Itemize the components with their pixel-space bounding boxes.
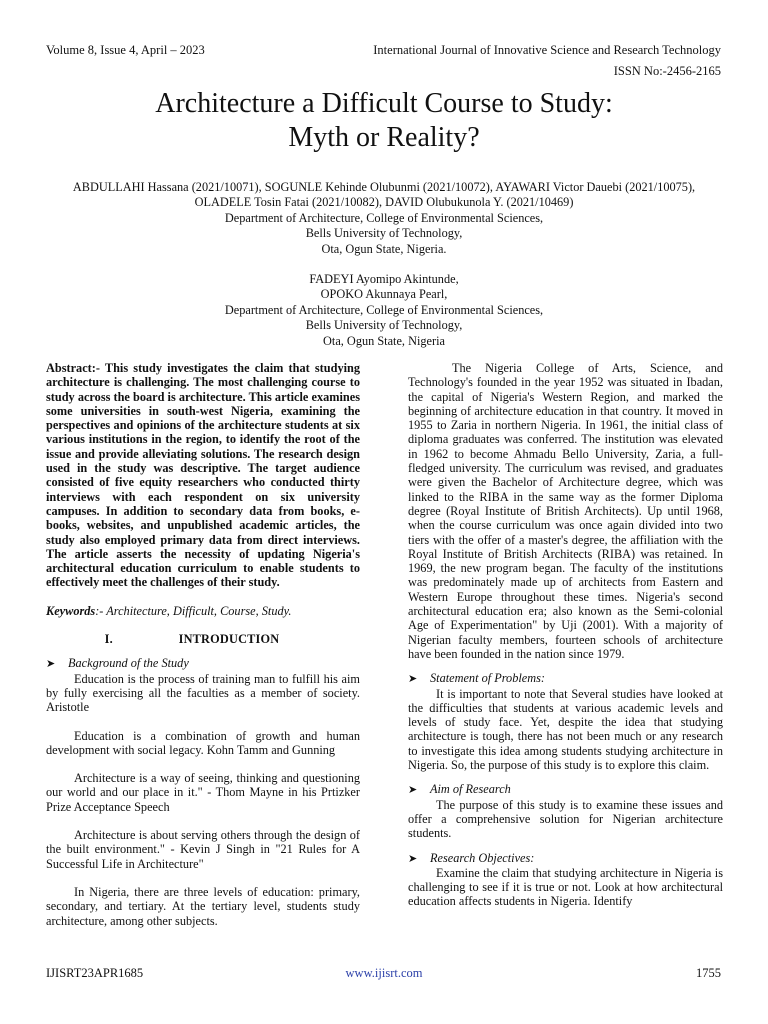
quote-singh: Architecture is about serving others through the design of the built environment." - Kevin J Singh in "21 Rules for A Successful Life in Architecture" (46, 828, 360, 871)
section-heading-introduction (46, 632, 360, 646)
abstract: Abstract:- This study investigates the claim that studying architecture is challenging. The most challenging course to study across the board is architecture. This article examines some universities in south-west Nigeria, examining the perspectives and opinions of the architecture students at six various institutions in the region, to identify the root of the issue and provide alleviating solutions. The research design used in the study was descriptive. The target audience consisted of five equity researchers who conducted thirty interviews with each respondent on six university campuses. In addition to secondary data from books, e-books, websites, and unpublished academic articles, the study also employed primary data from direct interviews. The article asserts the necessity of updating Nigeria's architectural education curriculum to enable students to effectively meet the challenges of their study. (46, 361, 360, 590)
affiliation-dept-2: Department of Architecture, College of Environmental Sciences, (224, 302, 544, 317)
header-issn: ISSN No:-2456-2165 (613, 64, 721, 78)
paragraph-levels: In Nigeria, there are three levels of education: primary, secondary, and tertiary. At the tertiary level, students study architecture, among other subjects. (46, 884, 360, 928)
title-line-2: Myth or Reality? (288, 122, 480, 153)
author-fadeyi: FADEYI Ayomipo Akintunde, (309, 272, 459, 287)
header-volume: Volume 8, Issue 4, April – 2023 (46, 43, 205, 57)
subheading-aim (408, 782, 723, 797)
subheading-problems (408, 671, 723, 686)
keywords-label: Keywords (46, 603, 96, 618)
affiliation-dept: Department of Architecture, College of Environmental Sciences, (224, 210, 544, 225)
subheading-problems-text: Statement of Problems: (430, 671, 545, 686)
keywords (46, 604, 360, 618)
arrow-bullet-icon: ➤ (408, 852, 418, 865)
paragraph-problems: It is important to note that Several studies have looked at the difficulties that students at various academic levels and levels of study face. Yet, despite the idea that studying architecture is tough, there has not been much or any research to investigate this idea among students studying architecture in Nigeria. So, the purpose of this study is to explore this claim. (408, 686, 723, 773)
quote-mayne: Architecture is a way of seeing, thinking and questioning our world and our place in it." - Thom Mayne in his Prtizker Prize Acceptance Speech (46, 771, 360, 814)
right-column (408, 361, 723, 909)
authors-line-2: OLADELE Tosin Fatai (2021/10082), DAVID Olubukunola Y. (2021/10469) (194, 195, 574, 210)
subheading-aim-text: Aim of Research (430, 782, 511, 797)
header-journal: International Journal of Innovative Science and Research Technology (373, 43, 721, 57)
title-line-1: Architecture a Difficult Course to Study: (155, 88, 613, 119)
footer-website-link[interactable]: www.ijisrt.com (345, 966, 423, 980)
subheading-objectives (408, 851, 723, 866)
subheading-background (46, 656, 360, 671)
section-number: I. (104, 632, 113, 647)
affiliation-location-2: Ota, Ogun State, Nigeria (323, 333, 445, 348)
paragraph-history: The Nigeria College of Arts, Science, and Technology's founded in the year 1952 was situated in Ibadan, the capital of Nigeria's Western Region, and marked the beginning of architecture education in that country. It moved in 1955 to Zaria in northern Nigeria. In 1961, the initial class of diploma graduates was conferred. The institution was elevated in 1962 to become Ahmadu Bello University, Zaria, a full-fledged university. The curriculum was revised, and graduates were given the Bachelor of Architecture degree, which was linked to the RIBA in the same way as the former Diploma degree (Royal Institute of British Architects). Up until 1968, when the course curriculum was once again divided into two tiers with the offer of a master's degree, the affiliation with the Royal Institute of British Architects (RIBA) was retained. In 1969, the new program began. The faculty of the institutions was predominately made up of architects from Eastern and Western Europe throughout these times. Nigeria's second architectural education era; also known as the Semi-colonial Age of Experimentation" by Uji (2001). With a majority of Nigerian faculty members, fourteen schools of architecture have been founded in the nation since 1979. (408, 361, 723, 661)
paragraph-objectives: Examine the claim that studying architecture in Nigeria is challenging to see if it is true or not. Look at how architectural education affects students in Nigeria. Identify (408, 865, 723, 909)
affiliation-univ: Bells University of Technology, (305, 226, 463, 241)
footer-article-code: IJISRT23APR1685 (46, 966, 144, 980)
section-title: INTRODUCTION (178, 632, 280, 647)
arrow-bullet-icon: ➤ (46, 658, 56, 671)
quote-kohn: Education is a combination of growth and human development with social legacy. Kohn Tamm and Gunning (46, 728, 360, 757)
authors-line-1: ABDULLAHI Hassana (2021/10071), SOGUNLE Kehinde Olubunmi (2021/10072), AYAWARI Victor Dauebi (2021/10075), (72, 180, 696, 194)
affiliation-univ-2: Bells University of Technology, (305, 318, 463, 333)
authors-block (40, 180, 728, 349)
paragraph-aim: The purpose of this study is to examine these issues and offer a comprehensive solution for Nigerian architecture students. (408, 797, 723, 841)
subheading-background-text: Background of the Study (68, 656, 189, 671)
arrow-bullet-icon: ➤ (408, 673, 418, 686)
arrow-bullet-icon: ➤ (408, 784, 418, 797)
quote-aristotle: Education is the process of training man to fulfill his aim by fully exercising all the faculties as a member of society. Aristotle (46, 671, 360, 715)
affiliation-location: Ota, Ogun State, Nigeria. (321, 241, 447, 256)
footer-page-number: 1755 (696, 966, 721, 980)
author-opoko: OPOKO Akunnaya Pearl, (320, 287, 448, 302)
subheading-objectives-text: Research Objectives: (430, 850, 535, 865)
keywords-text: :- Architecture, Difficult, Course, Study. (95, 603, 292, 618)
left-column (46, 361, 360, 928)
paper-title (0, 87, 768, 155)
